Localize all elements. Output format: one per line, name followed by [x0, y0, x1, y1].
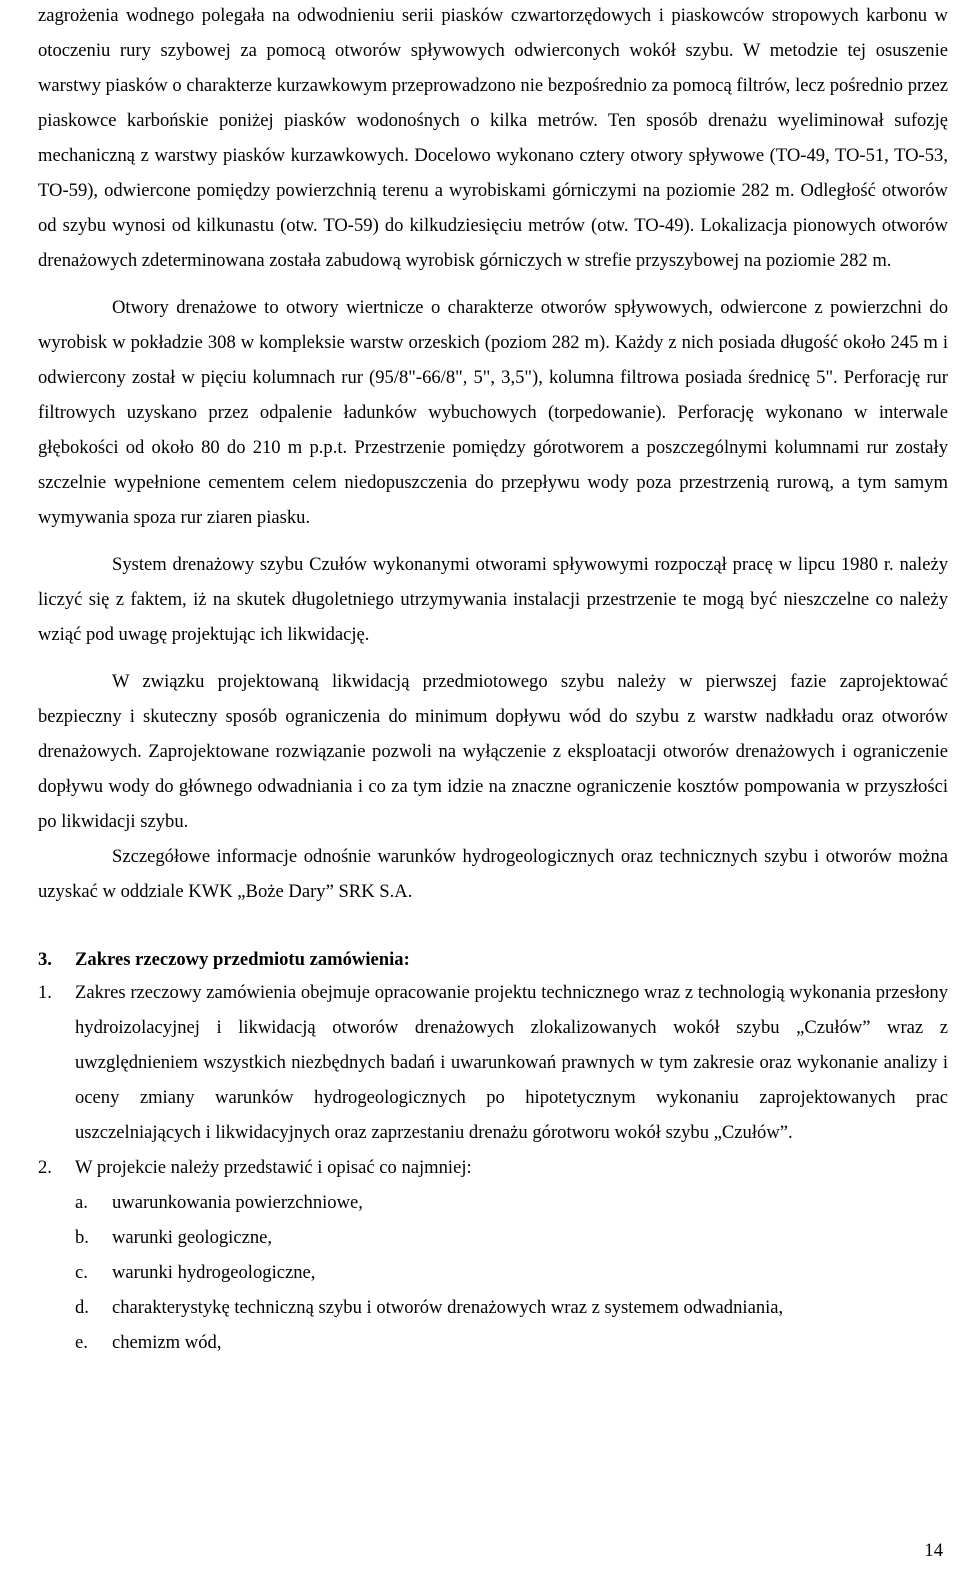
sublist-item-letter: e. — [75, 1332, 88, 1353]
sublist-item-letter: d. — [75, 1297, 89, 1318]
lettered-sublist — [75, 1185, 948, 1360]
paragraph-1: zagrożenia wodnego polegała na odwodnieniu serii piasków czwartorzędowych i piaskowców stropowych karbonu w otoczeniu rury szybowej za pomocą otworów spływowych odwierconych wokół szybu. W metodzie tej osuszenie warstwy piasków o charakterze kurzawkowym przeprowadzono nie bezpośrednio za pomocą filtrów, lecz pośrednio przez piaskowce karbońskie poniżej piasków wodonośnych o kilka metrów. Ten sposób drenażu wyeliminował sufozję mechaniczną z warstwy piasków kurzawkowych. Docelowo wykonano cztery otwory spływowe (TO-49, TO-51, TO-53, TO-59), odwiercone pomiędzy powierzchnią terenu a wyrobiskami górniczymi na poziomie 282 m. Odległość otworów od szybu wynosi od kilkunastu (otw. TO-59) do kilkudziesięciu metrów (otw. TO-49). Lokalizacja pionowych otworów drenażowych zdeterminowana została zabudową wyrobisk górniczych w strefie przyszybowej na poziomie 282 m. — [38, 5, 948, 271]
page-number: 14 — [924, 1540, 943, 1561]
numbered-list — [38, 975, 948, 1185]
sublist-item-text: warunki hydrogeologiczne, — [112, 1262, 316, 1283]
sublist-item-text: chemizm wód, — [112, 1332, 222, 1353]
list-item-text: Zakres rzeczowy zamówienia obejmuje opracowanie projektu technicznego wraz z technologią wykonania przesłony hydroizolacyjnej i likwidacją otworów drenażowych zlokalizowanych wokół szybu „Czułów” wraz z uwzględnieniem wszystkich niezbędnych badań i uwarunkowań prawnych w tym zakresie oraz wykonanie analizy i oceny zmiany warunków hydrogeologicznych po hipotetycznym wykonaniu zaprojektowanych prac uszczelniających i likwidacyjnych oraz zaprzestaniu drenażu górotworu wokół szybu „Czułów”. — [75, 982, 948, 1143]
document-page — [38, 0, 948, 1360]
sublist-item — [75, 1255, 948, 1290]
paragraph-3: System drenażowy szybu Czułów wykonanymi otworami spływowymi rozpoczął pracę w lipcu 1980 r. należy liczyć się z faktem, iż na skutek długoletniego utrzymywania instalacji przestrzenie te mogą być nieszczelne co należy wziąć pod uwagę projektując ich likwidację. — [38, 554, 948, 645]
paragraph-5: Szczegółowe informacje odnośnie warunków hydrogeologicznych oraz technicznych szybu i otworów można uzyskać w oddziale KWK „Boże Dary” SRK S.A. — [38, 846, 948, 902]
sublist-item — [75, 1325, 948, 1360]
list-item-number: 2. — [38, 1157, 52, 1178]
sublist-item-letter: b. — [75, 1227, 89, 1248]
section-title: Zakres rzeczowy przedmiotu zamówienia: — [75, 949, 410, 970]
paragraph-4: W związku projektowaną likwidacją przedmiotowego szybu należy w pierwszej fazie zaprojektować bezpieczny i skuteczny sposób ograniczenia do minimum dopływu wód do szybu z warstw nadkładu oraz otworów drenażowych. Zaprojektowane rozwiązanie pozwoli na wyłączenie z eksploatacji otworów drenażowych i ograniczenie dopływu wody do głównego odwadniania i co za tym idzie na znaczne ograniczenie kosztów pompowania w przyszłości po likwidacji szybu. — [38, 671, 948, 832]
sublist-item — [75, 1220, 948, 1255]
list-item — [38, 1150, 948, 1185]
section-number: 3. — [38, 949, 52, 970]
sublist-item-letter: c. — [75, 1262, 88, 1283]
sublist-item-text: uwarunkowania powierzchniowe, — [112, 1192, 363, 1213]
sublist-item-text: charakterystykę techniczną szybu i otworów drenażowych wraz z systemem odwadniania, — [112, 1297, 784, 1318]
sublist-item-text: warunki geologiczne, — [112, 1227, 273, 1248]
paragraph-2: Otwory drenażowe to otwory wiertnicze o charakterze otworów spływowych, odwiercone z powierzchni do wyrobisk w pokładzie 308 w kompleksie warstw orzeskich (poziom 282 m). Każdy z nich posiada długość około 245 m i odwiercony został w pięciu kolumnach rur (95/8"-66/8", 5", 3,5"), kolumna filtrowa posiada średnicę 5". Perforację rur filtrowych uzyskano przez odpalenie ładunków wybuchowych (torpedowanie). Perforację wykonano w interwale głębokości od około 80 do 210 m p.p.t. Przestrzenie pomiędzy górotworem a poszczególnymi kolumnami rur zostały szczelnie wypełnione cementem celem niedopuszczenia do przepływu wody poza przestrzenią rurową, a tym samym wymywania spoza rur ziaren piasku. — [38, 297, 948, 528]
section-heading — [38, 945, 948, 975]
sublist-item — [75, 1290, 948, 1325]
list-item-number: 1. — [38, 982, 52, 1003]
list-item — [38, 975, 948, 1150]
sublist-item-letter: a. — [75, 1192, 88, 1213]
list-item-text: W projekcie należy przedstawić i opisać co najmniej: — [75, 1157, 472, 1178]
sublist-item — [75, 1185, 948, 1220]
